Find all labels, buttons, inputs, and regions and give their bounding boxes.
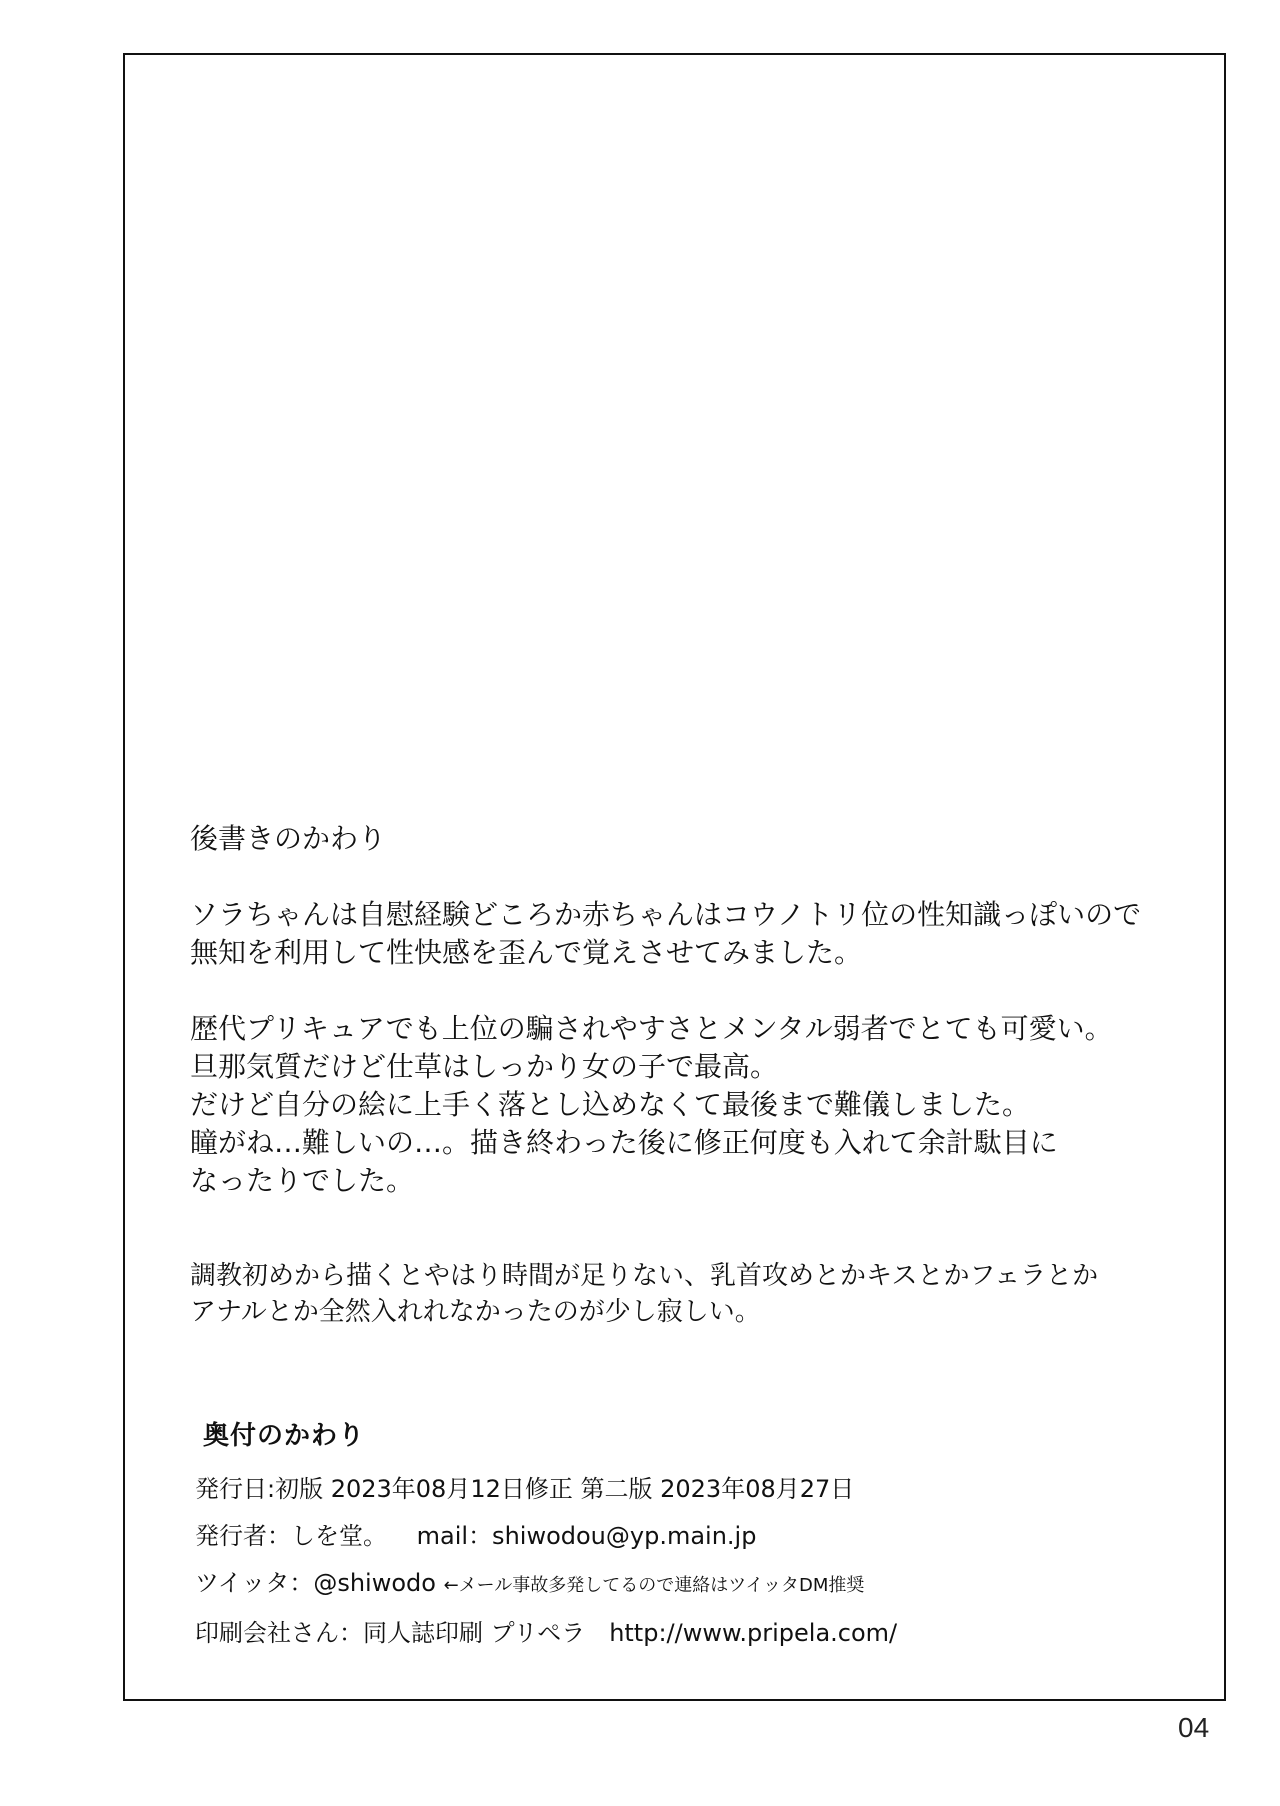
mail-address: mail：shiwodou@yp.main.jp bbox=[416, 1522, 757, 1550]
afterword-section bbox=[190, 820, 1200, 1368]
issue-date: 発行日:初版 2023年08月12日修正 第二版 2023年08月27日 bbox=[195, 1475, 855, 1503]
afterword-paragraph-2 bbox=[190, 1010, 1200, 1200]
publisher-row bbox=[195, 1521, 1195, 1551]
publisher: 発行者：しを堂。 bbox=[195, 1522, 387, 1550]
text-line: 旦那気質だけど仕草はしっかり女の子で最高。 bbox=[190, 1050, 779, 1083]
twitter-note: ←メール事故多発してるので連絡はツイッタDM推奨 bbox=[443, 1575, 865, 1596]
text-line: 瞳がね…難しいの…。描き終わった後に修正何度も入れて余計駄目に bbox=[190, 1126, 1058, 1159]
text-line: 無知を利用して性快感を歪んで覚えさせてみました。 bbox=[190, 936, 863, 969]
colophon-title: 奥付のかわり bbox=[203, 1421, 366, 1451]
printer-info: 印刷会社さん：同人誌印刷 プリペラ http://www.pripela.com/ bbox=[195, 1619, 898, 1647]
afterword-paragraph-1 bbox=[190, 896, 1200, 972]
afterword-heading: 後書きのかわり bbox=[190, 822, 387, 855]
twitter-handle: ツイッタ：@shiwodo bbox=[195, 1569, 436, 1597]
text-line: 歴代プリキュアでも上位の騙されやすさとメンタル弱者でとても可愛い。 bbox=[190, 1012, 1113, 1045]
text-line: なったりでした。 bbox=[190, 1164, 415, 1197]
page-number: 04 bbox=[1178, 1712, 1210, 1743]
twitter-row bbox=[195, 1568, 1195, 1601]
text-line: アナルとか全然入れれなかったのが少し寂しい。 bbox=[190, 1297, 761, 1327]
text-line: 調教初めから描くとやはり時間が足りない、乳首攻めとかキスとかフェラとか bbox=[190, 1261, 1099, 1291]
afterword-paragraph-3 bbox=[190, 1258, 1200, 1330]
colophon-section bbox=[195, 1415, 1195, 1665]
text-line: ソラちゃんは自慰経験どころか赤ちゃんはコウノトリ位の性知識っぽいので bbox=[190, 898, 1142, 931]
text-line: だけど自分の絵に上手く落とし込めなくて最後まで難儀しました。 bbox=[190, 1088, 1031, 1121]
